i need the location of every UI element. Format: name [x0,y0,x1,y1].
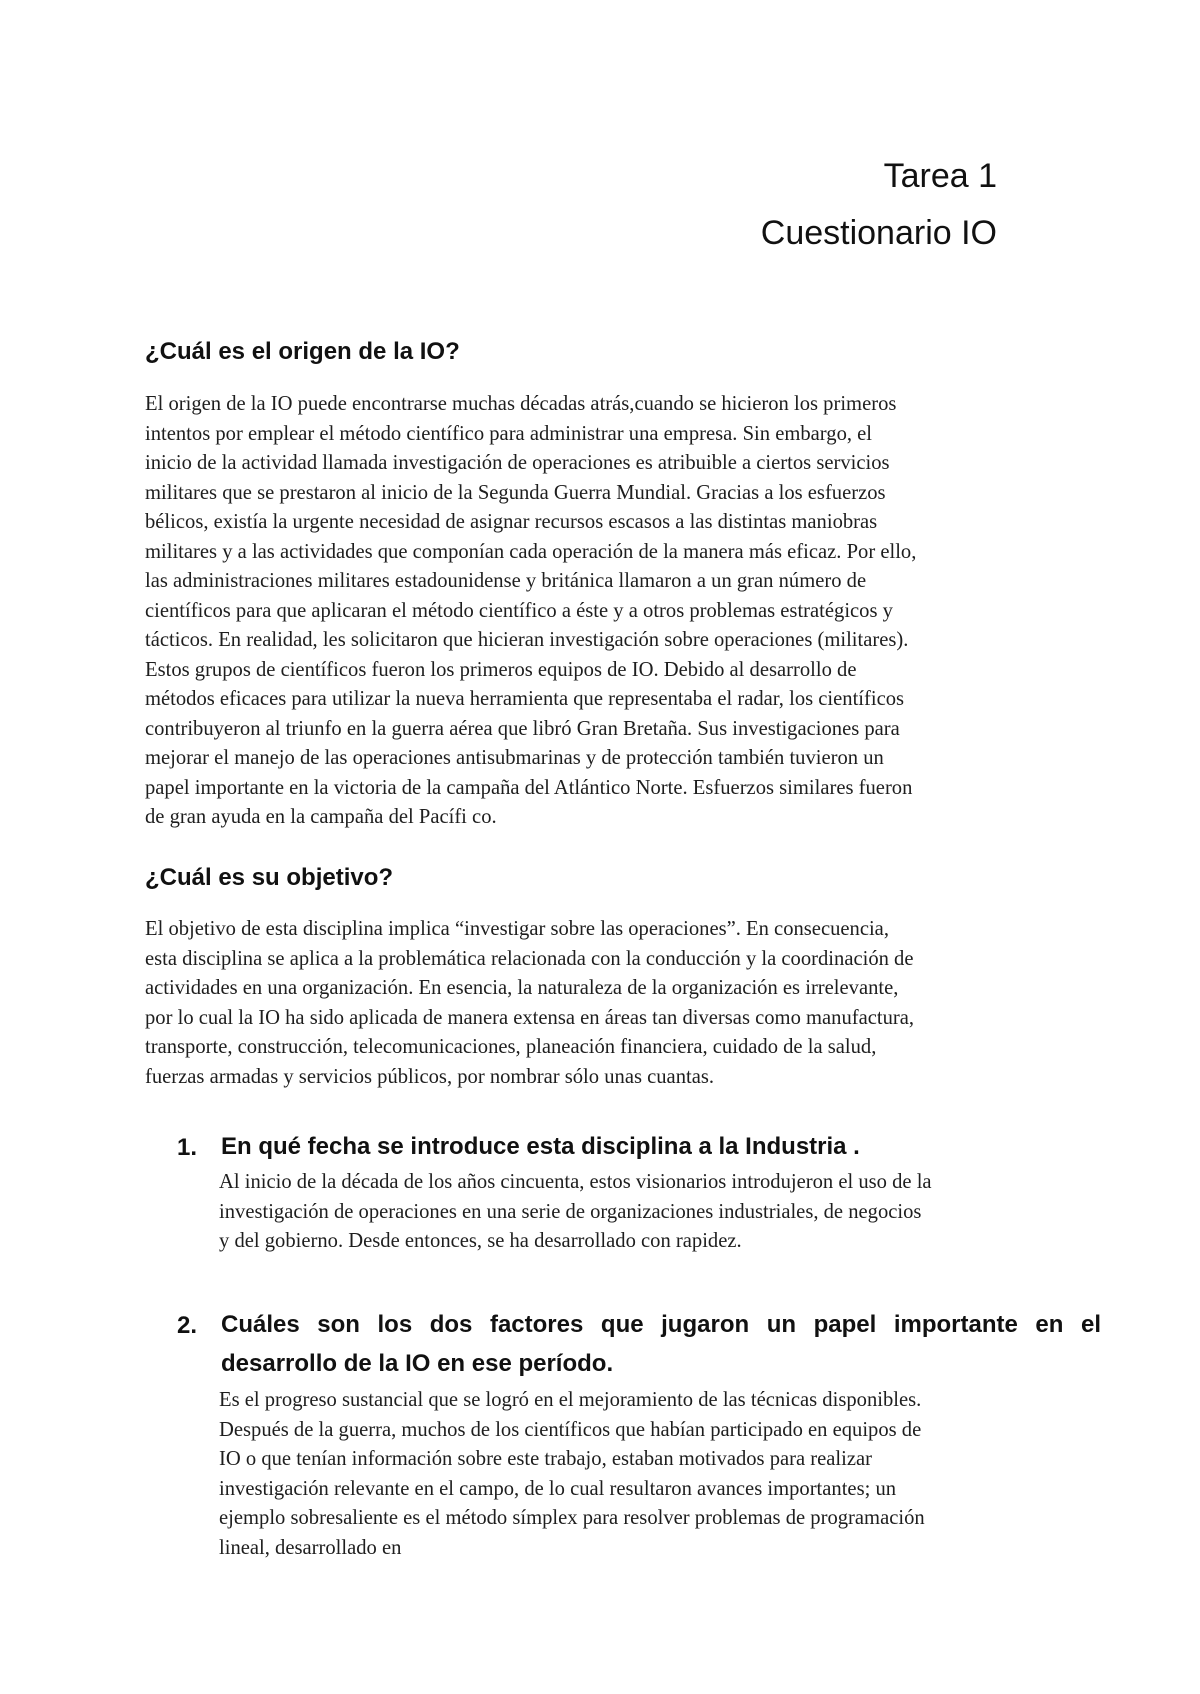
text-line: lineal, desarrollado en [219,1536,402,1559]
document-title [761,148,997,262]
text-line: Estos grupos de científicos fueron los primeros equipos de IO. Debido al desarrollo de [145,658,857,681]
text-line: esta disciplina se aplica a la problemática relacionada con la conducción y la coordinación de [145,947,914,970]
text-line: investigación relevante en el campo, de lo cual resultaron avances importantes; un [219,1477,897,1500]
text-line: papel importante en la victoria de la campaña del Atlántico Norte. Esfuerzos similares fueron [145,776,913,799]
text-line: ejemplo sobresaliente es el método símplex para resolver problemas de programación [219,1507,925,1529]
text-line: métodos eficaces para utilizar la nueva herramienta que representaba el radar, los científicos [145,688,905,710]
text-line: las administraciones militares estadounidense y británica llamaron a un gran número de [145,570,867,592]
section-heading-objective: ¿Cuál es su objetivo? [145,864,394,891]
question-number-1: 1. [177,1134,198,1161]
section-paragraph-objective [145,915,1065,1092]
text-line: investigación de operaciones en una serie de organizaciones industriales, de negocios [219,1200,922,1223]
text-line: Al inicio de la década de los años cincuenta, estos visionarios introdujeron el uso de la [219,1171,932,1193]
text-line: transporte, construcción, telecomunicaciones, planeación financiera, cuidado de la salud, [145,1036,877,1058]
text-line: IO o que tenían información sobre este trabajo, estaban motivados para realizar [219,1448,873,1470]
text-line: de gran ayuda en la campaña del Pacífi co. [145,806,497,828]
text-line: tácticos. En realidad, les solicitaron que hicieran investigación sobre operaciones (militares). [145,629,909,651]
text-line: militares y a las actividades que componían cada operación de la manera más eficaz. Por ello, [145,540,917,563]
text-line: actividades en una organización. En esencia, la naturaleza de la organización es irrelevante, [145,977,899,999]
title-line-1: Tarea 1 [883,157,997,195]
text-line: por lo cual la IO ha sido aplicada de manera extensa en áreas tan diversas como manufactura, [145,1006,915,1029]
title-line-2: Cuestionario IO [760,214,997,252]
text-line: Cuáles son los dos factores que jugaron un papel importante en el [221,1311,1101,1338]
text-line: inicio de la actividad llamada investigación de operaciones es atribuible a ciertos servicios [145,452,890,474]
text-line: Después de la guerra, muchos de los científicos que habían participado en equipos de [219,1418,922,1441]
text-line: intentos por emplear el método científico para administrar una empresa. Sin embargo, el [145,422,873,445]
text-line: El origen de la IO puede encontrarse muchas décadas atrás,cuando se hicieron los primeros [145,393,897,415]
text-line: bélicos, existía la urgente necesidad de asignar recursos escasos a las distintas maniobras [145,511,878,533]
section-heading-origin: ¿Cuál es el origen de la IO? [145,338,460,365]
text-line: El objetivo de esta disciplina implica “investigar sobre las operaciones”. En consecuencia, [145,918,889,940]
text-line: desarrollo de la IO en ese período. [221,1350,614,1377]
question-title-1 [221,1127,1101,1166]
section-paragraph-origin [145,390,1065,833]
text-line: fuerzas armadas y servicios públicos, por nombrar sólo unas cuantas. [145,1065,715,1088]
text-line: mejorar el manejo de las operaciones antisubmarinas y de protección también tuvieron un [145,747,884,769]
text-line: y del gobierno. Desde entonces, se ha desarrollado con rapidez. [219,1230,742,1252]
question-answer-1 [219,1168,1065,1257]
question-answer-2 [219,1386,1065,1563]
text-line: Es el progreso sustancial que se logró en el mejoramiento de las técnicas disponibles. [219,1389,922,1411]
text-line: militares que se prestaron al inicio de la Segunda Guerra Mundial. Gracias a los esfuerzos [145,481,886,504]
text-line: En qué fecha se introduce esta disciplina a la Industria . [221,1133,860,1160]
text-line: científicos para que aplicaran el método científico a éste y a otros problemas estratégicos y [145,599,893,622]
text-line: contribuyeron al triunfo en la guerra aérea que libró Gran Bretaña. Sus investigaciones para [145,717,900,740]
question-number-2: 2. [177,1312,198,1339]
question-title-2 [221,1305,1101,1383]
